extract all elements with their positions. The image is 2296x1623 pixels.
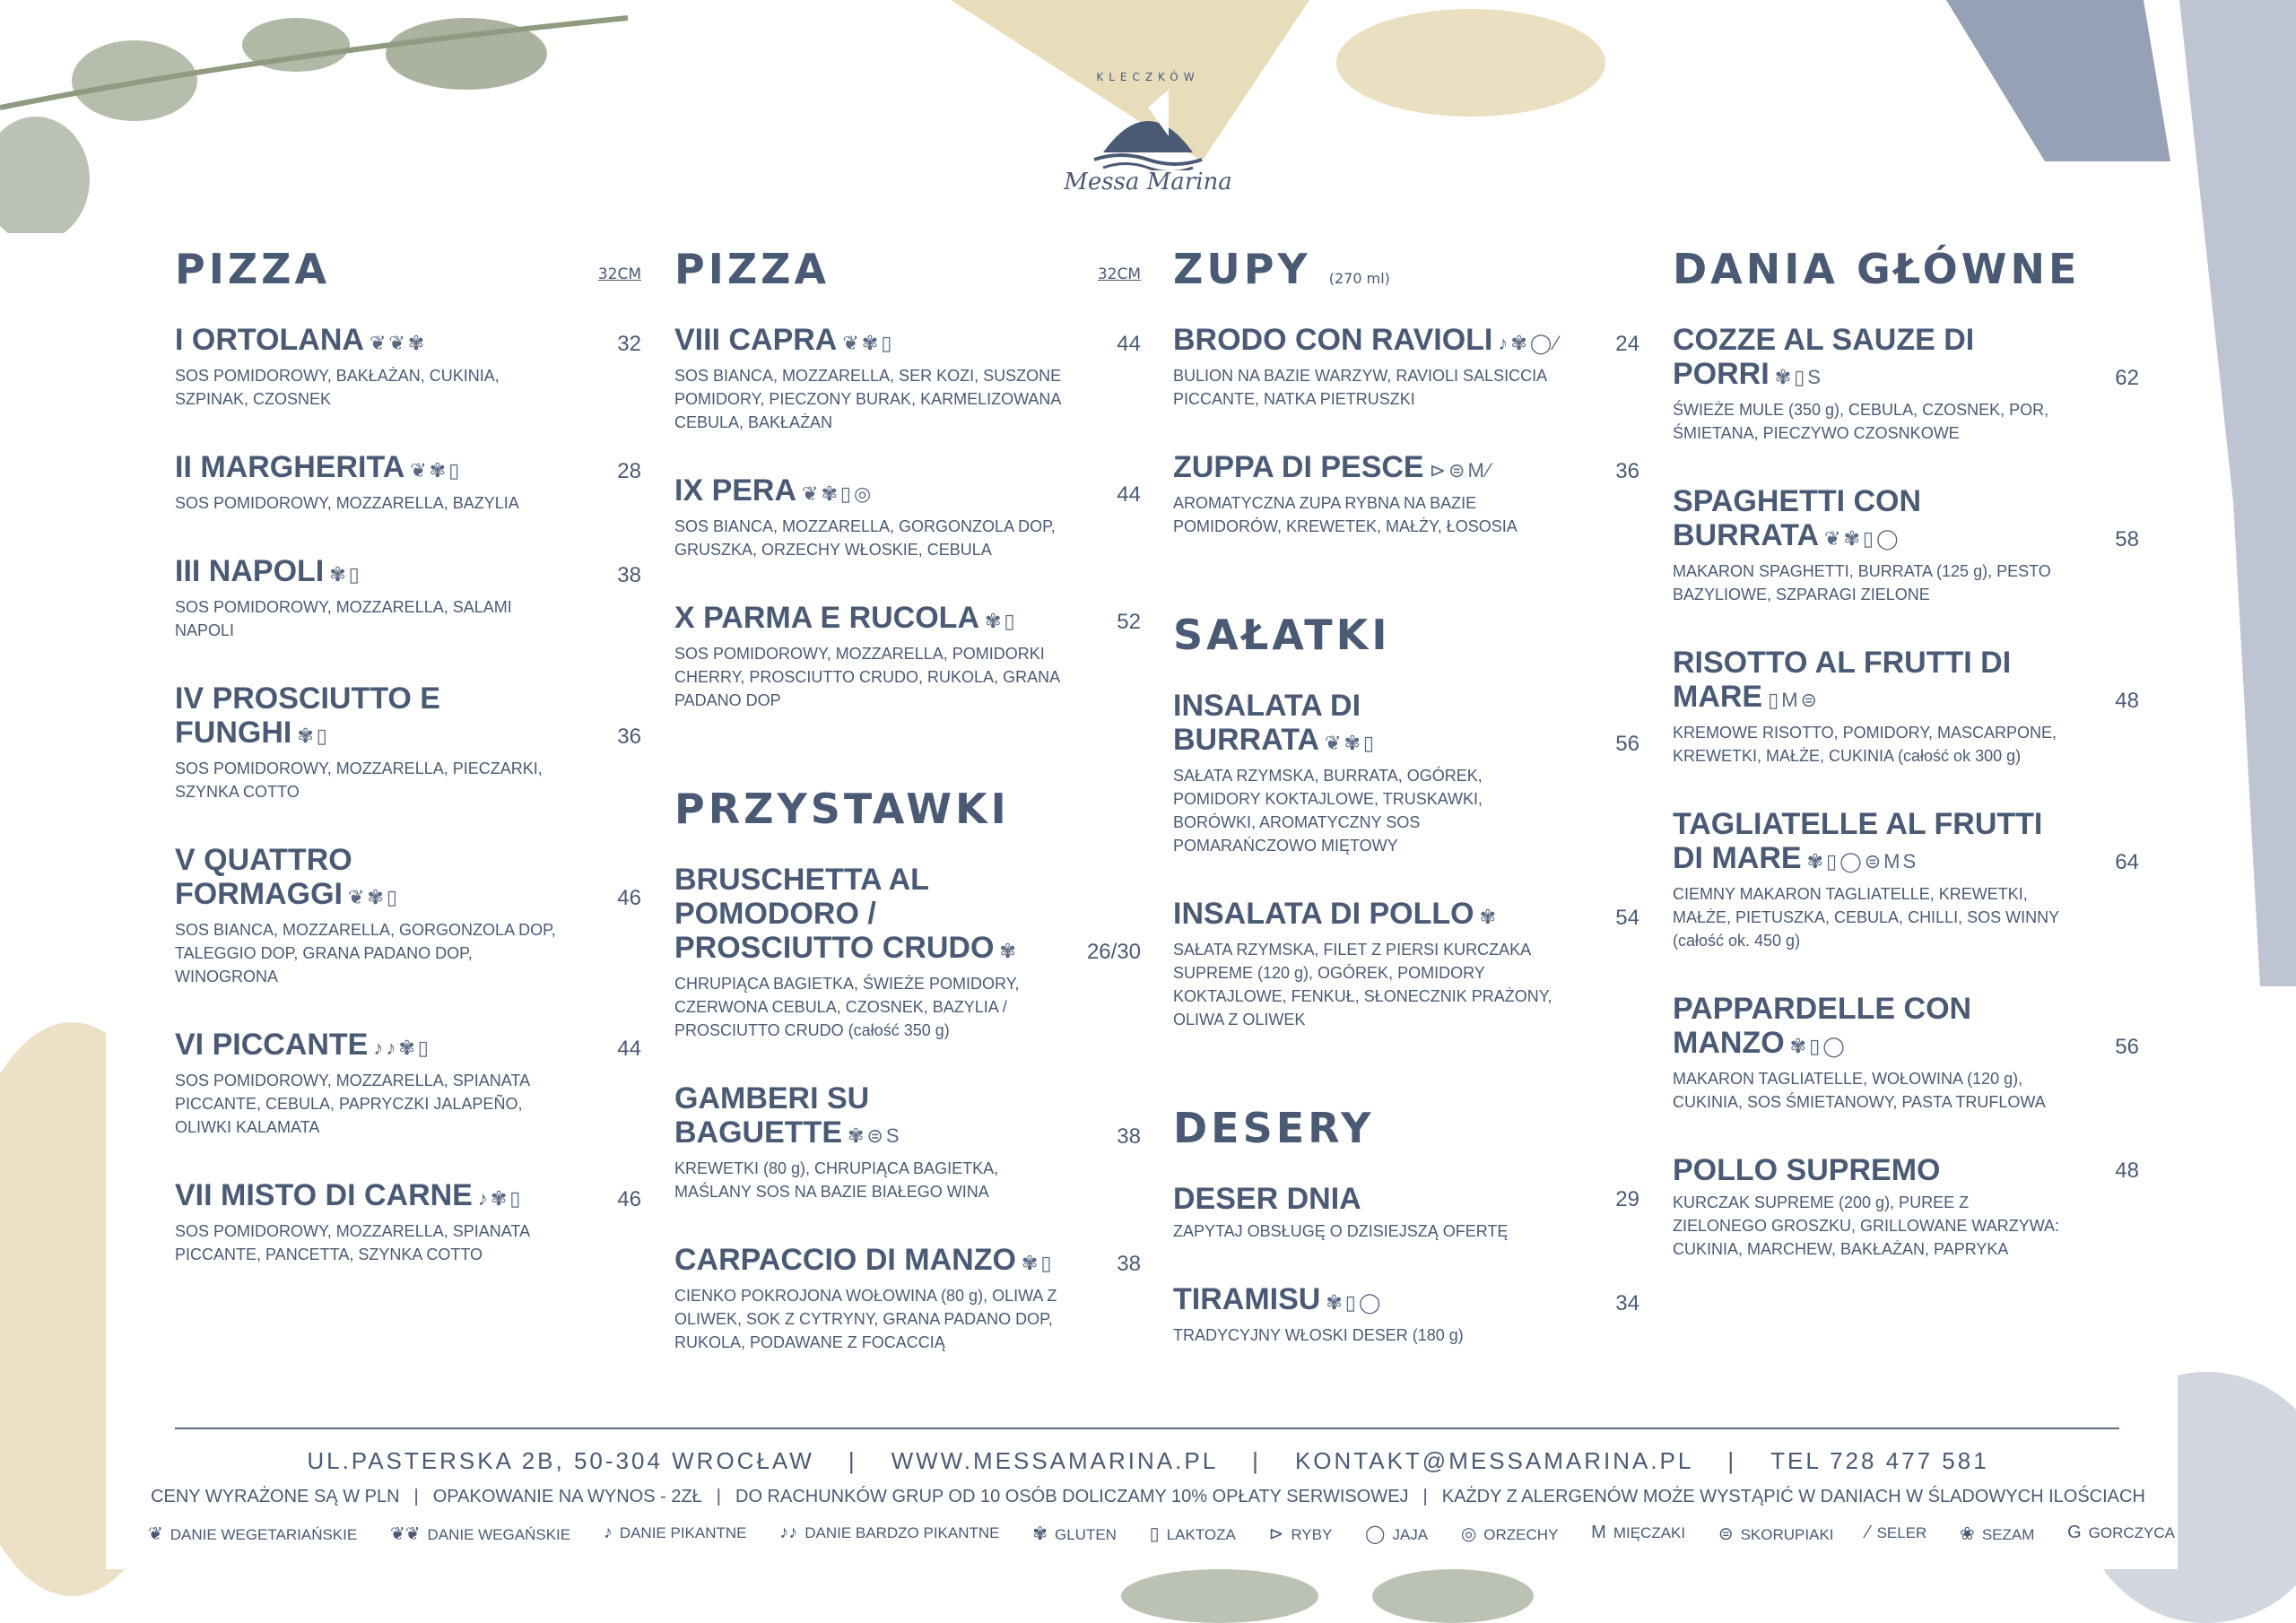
legend-item xyxy=(1461,1523,1559,1545)
menu-item-price: 36 xyxy=(1615,459,1639,483)
legend-symbol-icon: ✾ xyxy=(1032,1524,1048,1544)
menu-item-price: 36 xyxy=(617,725,641,749)
menu-item-name xyxy=(175,681,570,753)
menu-item-price: 28 xyxy=(617,459,641,483)
legend-item xyxy=(1269,1523,1333,1545)
legend-item xyxy=(1365,1523,1428,1545)
menu-item-name xyxy=(1673,323,2067,395)
legend-symbol-icon: ▯ xyxy=(1149,1524,1160,1544)
footer-website[interactable]: WWW.MESSAMARINA.PL xyxy=(891,1447,1219,1474)
legend-item xyxy=(390,1523,570,1545)
menu-item-description: CIENKO POKROJONA WOŁOWINA (80 g), OLIWA Z OLIWEK, SOK Z CYTRYNY, GRANA PADANO DOP, RUKOLA, PODAWANE Z FOCACCIĄ xyxy=(674,1287,1057,1351)
note-currency: CENY WYRAŻONE SĄ W PLN xyxy=(151,1487,400,1506)
menu-item-price: 46 xyxy=(617,1187,641,1211)
menu-item-description: ZAPYTAJ OBSŁUGĘ O DZISIEJSZĄ OFERTĘ xyxy=(1173,1222,1509,1240)
section-title-text: ZUPY xyxy=(1173,245,1311,293)
menu-item xyxy=(1173,689,1639,857)
menu-column-3 xyxy=(1173,242,1639,1347)
menu-item-price: 48 xyxy=(2115,1159,2139,1183)
footer-contact: UL.PASTERSKA 2B, 50-304 WROCŁAW | WWW.MESSAMARINA.PL | KONTAKT@MESSAMARINA.PL | TEL 728 477 581 xyxy=(307,1447,1989,1474)
menu-item-name-text: III NAPOLI xyxy=(175,554,325,588)
menu-item-name xyxy=(175,843,570,915)
menu-column-2 xyxy=(674,242,1141,1354)
menu-item-name-text: COZZE AL SAUZE DI PORRI xyxy=(1673,323,1975,391)
allergen-icons: ♪✾◯⁄ xyxy=(1498,332,1561,354)
menu-item-name-text: VII MISTO DI CARNE xyxy=(175,1178,473,1212)
allergen-icons: ✾▯ xyxy=(329,563,362,586)
menu-item-name xyxy=(1173,1182,1568,1216)
menu-item xyxy=(175,1178,641,1266)
legend-symbol-icon: G xyxy=(2067,1523,2082,1542)
allergen-icons: ❦✾▯ xyxy=(410,459,463,482)
menu-item xyxy=(1173,1282,1639,1347)
menu-section xyxy=(1173,1101,1639,1347)
menu-item-name xyxy=(1173,689,1568,760)
logo-brand-name: Messa Marina xyxy=(1064,169,1232,195)
legend-item xyxy=(1032,1523,1117,1545)
sailboat-logo-icon xyxy=(1054,54,1242,170)
menu-item-name xyxy=(175,554,570,592)
menu-item xyxy=(674,863,1141,1042)
menu-item-name-text: I ORTOLANA xyxy=(175,323,364,357)
menu-item-name xyxy=(1673,807,2067,879)
allergen-icons: ✾ xyxy=(1479,906,1500,928)
legend-symbol-icon: ⊜ xyxy=(1718,1524,1734,1544)
menu-item-description: KURCZAK SUPREME (200 g), PUREE Z ZIELONEGO GROSZKU, GRILLOWANE WARZYWA: CUKINIA, MARCHEW, BAKŁAŻAN, PAPRYKA xyxy=(1673,1193,2060,1258)
menu-item xyxy=(1673,646,2139,768)
menu-item xyxy=(1673,323,2139,445)
menu-section xyxy=(674,782,1141,1354)
legend-symbol-icon: ⊳ xyxy=(1268,1524,1284,1544)
legend-item xyxy=(604,1523,747,1545)
footer-email[interactable]: KONTAKT@MESSAMARINA.PL xyxy=(1294,1447,1694,1474)
menu-item-name-text: VIII CAPRA xyxy=(674,323,838,357)
menu-item-name xyxy=(1673,992,2067,1063)
allergen-icons: ✾▯ xyxy=(1021,1252,1055,1274)
section-title xyxy=(1173,242,1639,296)
section-title-text: PRZYSTAWKI xyxy=(674,785,1010,833)
menu-item-description: TRADYCYJNY WŁOSKI DESER (180 g) xyxy=(1173,1326,1464,1344)
menu-item-description: SOS POMIDOROWY, MOZZARELLA, BAZYLIA xyxy=(175,494,519,512)
allergen-icons: ✾▯ xyxy=(985,610,1018,632)
legend-item xyxy=(1150,1523,1236,1545)
menu-item xyxy=(175,323,641,411)
section-title xyxy=(674,782,1141,836)
legend-item xyxy=(148,1523,357,1545)
menu-item-price: 44 xyxy=(1117,482,1141,507)
allergen-icons: ❦✾▯ xyxy=(347,886,400,908)
legend-item xyxy=(779,1523,999,1545)
legend-item xyxy=(2067,1523,2175,1545)
section-title xyxy=(1173,1101,1639,1155)
allergen-icons: ✾ xyxy=(999,940,1019,962)
menu-item-name-text: BRUSCHETTA AL POMODORO / PROSCIUTTO CRUDO xyxy=(674,863,995,965)
menu-item xyxy=(1673,1153,2139,1261)
menu-item-name xyxy=(674,473,1069,511)
menu-item-price: 56 xyxy=(2115,1035,2139,1059)
menu-item-name-text: VI PICCANTE xyxy=(175,1028,369,1062)
menu-item-description: CIEMNY MAKARON TAGLIATELLE, KREWETKI, MAŁŻE, PIETUSZKA, CEBULA, CHILLI, SOS WINNY (całość ok. 450 g) xyxy=(1673,885,2059,950)
menu-item-name xyxy=(175,1178,570,1216)
menu-item-name-text: IX PERA xyxy=(674,473,797,508)
logo-top-text: KLECZKÓW xyxy=(1096,71,1200,83)
menu-item-description: SOS POMIDOROWY, BAKŁAŻAN, CUKINIA, SZPINAK, CZOSNEK xyxy=(175,367,500,408)
menu-item-description: SOS POMIDOROWY, MOZZARELLA, PIECZARKI, SZYNKA COTTO xyxy=(175,759,543,801)
legend-symbol-icon: ❀ xyxy=(1960,1524,1975,1544)
menu-item-price: 32 xyxy=(617,332,641,356)
legend-label: SELER xyxy=(1876,1524,1927,1541)
section-size: 32CM xyxy=(597,265,641,283)
allergen-legend xyxy=(148,1523,2175,1545)
menu-item-description: SOS POMIDOROWY, MOZZARELLA, SPIANATA PICCANTE, PANCETTA, SZYNKA COTTO xyxy=(175,1222,530,1263)
menu-item-price: 38 xyxy=(1117,1124,1141,1149)
menu-item-name xyxy=(1173,1282,1568,1320)
legend-symbol-icon: ◯ xyxy=(1365,1524,1386,1544)
allergen-icons: ✾▯ xyxy=(297,725,330,747)
menu-item xyxy=(1173,323,1639,411)
allergen-icons: ❦✾▯◎ xyxy=(802,482,874,505)
allergen-icons: ✾▯◯ xyxy=(1789,1035,1848,1057)
allergen-icons: ♪✾▯ xyxy=(477,1187,524,1210)
menu-item-description: KREMOWE RISOTTO, POMIDORY, MASCARPONE, KREWETKI, MAŁŻE, CUKINIA (całość ok 300 g) xyxy=(1673,724,2057,765)
legend-item xyxy=(1960,1523,2034,1545)
menu-item-price: 44 xyxy=(1117,332,1141,356)
legend-label: RYBY xyxy=(1291,1526,1333,1543)
menu-item-name xyxy=(1673,484,2067,556)
menu-item-price: 38 xyxy=(617,563,641,587)
menu-item-price: 64 xyxy=(2115,850,2139,874)
allergen-icons: ❦✾▯◯ xyxy=(1824,527,1901,550)
menu-item-name xyxy=(674,1243,1069,1280)
menu-item-name xyxy=(674,1081,1069,1153)
footer-phone: TEL 728 477 581 xyxy=(1770,1447,1989,1474)
section-title xyxy=(674,242,1141,296)
menu-section xyxy=(1173,608,1639,1031)
section-title xyxy=(1673,242,2139,296)
menu-item xyxy=(1673,484,2139,606)
menu-item xyxy=(674,473,1141,561)
section-title-text: PIZZA xyxy=(175,245,331,293)
menu-item-price: 46 xyxy=(617,886,641,910)
allergen-icons: ♪♪✾▯ xyxy=(373,1037,431,1059)
menu-item-name-text: INSALATA DI POLLO xyxy=(1173,897,1474,931)
menu-item xyxy=(674,601,1141,712)
menu-item-name xyxy=(175,323,570,360)
allergen-icons: ▯M⊜ xyxy=(1768,689,1820,711)
menu-item-price: 54 xyxy=(1615,906,1639,930)
footer-divider xyxy=(175,1428,2119,1429)
menu-item-name-text: X PARMA E RUCOLA xyxy=(674,601,979,635)
legend-symbol-icon: ❦ xyxy=(148,1524,163,1544)
menu-item xyxy=(175,843,641,988)
menu-item-price: 38 xyxy=(1117,1252,1141,1276)
menu-section xyxy=(175,242,641,1266)
legend-symbol-icon: ♪♪ xyxy=(779,1523,798,1542)
legend-symbol-icon: ❦❦ xyxy=(389,1524,421,1544)
note-takeaway: OPAKOWANIE NA WYNOS - 2ZŁ xyxy=(432,1487,702,1506)
legend-label: ORZECHY xyxy=(1483,1526,1559,1543)
menu-column-4 xyxy=(1673,242,2139,1261)
menu-item-description: MAKARON SPAGHETTI, BURRATA (125 g), PESTO BAZYLIOWE, SZPARAGI ZIELONE xyxy=(1673,562,2051,603)
legend-label: GLUTEN xyxy=(1054,1526,1117,1543)
menu-item-price: 62 xyxy=(2115,366,2139,390)
menu-item-price: 58 xyxy=(2115,527,2139,551)
legend-symbol-icon: ♪ xyxy=(603,1523,613,1542)
section-portion: (270 ml) xyxy=(1328,270,1390,287)
legend-label: DANIE PIKANTNE xyxy=(619,1524,747,1541)
section-title-text: DANIA GŁÓWNE xyxy=(1673,245,2081,293)
menu-item-name-text: PAPPARDELLE CON MANZO xyxy=(1673,992,1972,1060)
menu-item-name-text: TAGLIATELLE AL FRUTTI DI MARE xyxy=(1673,807,2043,875)
menu-item xyxy=(175,1028,641,1139)
menu-item-price: 29 xyxy=(1615,1187,1639,1211)
menu-item-description: AROMATYCZNA ZUPA RYBNA NA BAZIE POMIDORÓW, KREWETEK, MAŁŻY, ŁOSOSIA xyxy=(1173,494,1518,535)
legend-label: GORCZYCA xyxy=(2088,1524,2175,1541)
menu-item-description: SOS POMIDOROWY, MOZZARELLA, SALAMI NAPOLI xyxy=(175,598,512,639)
menu-item-name-text: ZUPPA DI PESCE xyxy=(1173,450,1424,484)
note-allergens: KAŻDY Z ALERGENÓW MOŻE WYSTĄPIĆ W DANIACH W ŚLADOWYCH ILOŚCIACH xyxy=(1441,1487,2145,1506)
menu-item-description: SOS BIANCA, MOZZARELLA, GORGONZOLA DOP, GRUSZKA, ORZECHY WŁOSKIE, CEBULA xyxy=(674,517,1056,559)
menu-item-name xyxy=(674,323,1069,360)
menu-column-1 xyxy=(175,242,641,1266)
menu-item xyxy=(175,450,641,515)
olive-bottom-illustration xyxy=(1076,1560,1578,1623)
menu-item xyxy=(674,323,1141,434)
menu-item-description: SAŁATA RZYMSKA, FILET Z PIERSI KURCZAKA SUPREME (120 g), OGÓREK, POMIDORY KOKTAJLOWE, FENKUŁ, SŁONECZNIK PRAŻONY, OLIWA Z OLIWEK xyxy=(1173,941,1552,1028)
allergen-icons: ⊳⊜M⁄ xyxy=(1429,459,1493,482)
legend-symbol-icon: M xyxy=(1591,1523,1606,1542)
menu-item-name-text: INSALATA DI BURRATA xyxy=(1173,689,1361,757)
menu-item-name xyxy=(674,863,1069,968)
menu-item xyxy=(1173,897,1639,1031)
menu-item-name-text: SPAGHETTI CON BURRATA xyxy=(1673,484,1922,552)
note-service-charge: DO RACHUNKÓW GRUP OD 10 OSÓB DOLICZAMY 10% OPŁATY SERWISOWEJ xyxy=(735,1487,1409,1506)
legend-symbol-icon: ⁄ xyxy=(1866,1523,1870,1542)
menu-item-name xyxy=(1173,897,1568,934)
allergen-icons: ❦❦✾ xyxy=(369,332,428,354)
menu-item-description: SOS POMIDOROWY, MOZZARELLA, POMIDORKI CHERRY, PROSCIUTTO CRUDO, RUKOLA, GRANA PADANO DOP xyxy=(674,645,1060,709)
menu-item xyxy=(175,681,641,803)
legend-label: JAJA xyxy=(1392,1526,1429,1543)
legend-label: DANIE WEGETARIAŃSKIE xyxy=(170,1526,358,1543)
allergen-icons: ✾▯◯⊜MS xyxy=(1806,850,1919,872)
menu-item-name-text: II MARGHERITA xyxy=(175,450,405,484)
allergen-icons: ✾⊜S xyxy=(848,1124,902,1147)
menu-item-name-text: POLLO SUPREMO xyxy=(1673,1153,1941,1187)
legend-label: LAKTOZA xyxy=(1166,1526,1236,1543)
menu-item-description: ŚWIEŻE MULE (350 g), CEBULA, CZOSNEK, POR, ŚMIETANA, PIECZYWO CZOSNKOWE xyxy=(1673,401,2049,442)
legend-item xyxy=(1718,1523,1834,1545)
legend-symbol-icon: ◎ xyxy=(1460,1524,1477,1544)
allergen-icons: ✾▯◯ xyxy=(1326,1291,1384,1314)
menu-item-price: 24 xyxy=(1615,332,1639,356)
menu-item-name xyxy=(1673,646,2067,717)
menu-item-description: MAKARON TAGLIATELLE, WOŁOWINA (120 g), CUKINIA, SOS ŚMIETANOWY, PASTA TRUFLOWA xyxy=(1673,1070,2046,1111)
menu-item-price: 26/30 xyxy=(1086,940,1141,964)
section-size: 32CM xyxy=(1097,265,1141,283)
legend-label: SEZAM xyxy=(1981,1526,2035,1543)
menu-item-description: SOS BIANCA, MOZZARELLA, SER KOZI, SUSZONE POMIDORY, PIECZONY BURAK, KARMELIZOWANA CEBULA, BAKŁAŻAN xyxy=(674,367,1062,431)
menu-item xyxy=(1173,450,1639,538)
legend-label: DANIE BARDZO PIKANTNE xyxy=(804,1524,1000,1541)
menu-item-price: 34 xyxy=(1615,1291,1639,1315)
menu-section xyxy=(674,242,1141,712)
menu-section xyxy=(1173,242,1639,538)
menu-item xyxy=(1673,807,2139,952)
menu-item-name-text: BRODO CON RAVIOLI xyxy=(1173,323,1493,357)
section-title-text: PIZZA xyxy=(674,245,831,293)
allergen-icons: ❦✾▯ xyxy=(842,332,895,354)
menu-item xyxy=(175,554,641,642)
menu-item-name-text: V QUATTRO FORMAGGI xyxy=(175,843,352,911)
menu-item-name-text: GAMBERI SU BAGUETTE xyxy=(674,1081,870,1150)
menu-item-name-text: TIRAMISU xyxy=(1173,1282,1321,1316)
menu-item-name xyxy=(674,601,1069,638)
menu-item-price: 48 xyxy=(2115,689,2139,713)
legend-item xyxy=(1866,1523,1926,1545)
menu-item xyxy=(674,1243,1141,1354)
menu-item-name-text: CARPACCIO DI MANZO xyxy=(674,1243,1016,1277)
footer-notes: CENY WYRAŻONE SĄ W PLN | OPAKOWANIE NA WYNOS - 2ZŁ | DO RACHUNKÓW GRUP OD 10 OSÓB DOLICZAMY 10% OPŁATY SERWISOWEJ | KAŻDY Z ALERGENÓW MOŻE WYSTĄPIĆ W DANIACH W ŚLADOWYCH ILOŚCIACH xyxy=(151,1487,2145,1506)
menu-item-description: KREWETKI (80 g), CHRUPIĄCA BAGIETKA, MAŚLANY SOS NA BAZIE BIAŁEGO WINA xyxy=(674,1159,999,1201)
section-title xyxy=(175,242,641,296)
menu-item-name xyxy=(1173,323,1568,360)
menu-item-name-text: IV PROSCIUTTO E FUNGHI xyxy=(175,681,440,750)
section-title-text: SAŁATKI xyxy=(1173,611,1391,659)
footer-address: UL.PASTERSKA 2B, 50-304 WROCŁAW xyxy=(307,1447,814,1474)
menu-item-description: SOS POMIDOROWY, MOZZARELLA, SPIANATA PICCANTE, CEBULA, PAPRYCZKI JALAPEÑO, OLIWKI KALAMATA xyxy=(175,1072,530,1136)
allergen-icons: ❦✾▯ xyxy=(1325,732,1378,754)
section-title-text: DESERY xyxy=(1173,1104,1375,1152)
legend-label: SKORUPIAKI xyxy=(1740,1526,1834,1543)
menu-item-name xyxy=(175,450,570,488)
menu-item xyxy=(674,1081,1141,1203)
menu-item-price: 56 xyxy=(1615,732,1639,756)
menu-item-name-text: DESER DNIA xyxy=(1173,1182,1361,1216)
section-title xyxy=(1173,608,1639,662)
legend-label: MIĘCZAKI xyxy=(1613,1524,1686,1541)
menu-item-name-text: RISOTTO AL FRUTTI DI MARE xyxy=(1673,646,2012,714)
menu-item-price: 52 xyxy=(1117,610,1141,634)
menu-item-name xyxy=(1673,1153,2067,1187)
menu-item-description: SOS BIANCA, MOZZARELLA, GORGONZOLA DOP, TALEGGIO DOP, GRANA PADANO DOP, WINOGRONA xyxy=(175,921,556,985)
menu-item xyxy=(1173,1182,1639,1243)
menu-item-description: SAŁATA RZYMSKA, BURRATA, OGÓREK, POMIDORY KOKTAJLOWE, TRUSKAWKI, BORÓWKI, AROMATYCZNY SOS POMARAŃCZOWO MIĘTOWY xyxy=(1173,767,1483,855)
menu-section xyxy=(1673,242,2139,1261)
legend-label: DANIE WEGAŃSKIE xyxy=(427,1526,571,1543)
menu-item-name xyxy=(175,1028,570,1065)
menu-item-name xyxy=(1173,450,1568,488)
allergen-icons: ✾▯S xyxy=(1774,366,1823,388)
menu-item-description: BULION NA BAZIE WARZYW, RAVIOLI SALSICCIA PICCANTE, NATKA PIETRUSZKI xyxy=(1173,367,1547,408)
menu-item-price: 44 xyxy=(617,1037,641,1061)
bread-illustration xyxy=(933,0,1632,166)
menu-item xyxy=(1673,992,2139,1114)
restaurant-logo xyxy=(1054,54,1242,206)
menu-item-description: CHRUPIĄCA BAGIETKA, ŚWIEŻE POMIDORY, CZERWONA CEBULA, CZOSNEK, BAZYLIA / PROSCIUTTO CRUDO (całość 350 g) xyxy=(674,975,1020,1039)
legend-item xyxy=(1591,1523,1685,1545)
